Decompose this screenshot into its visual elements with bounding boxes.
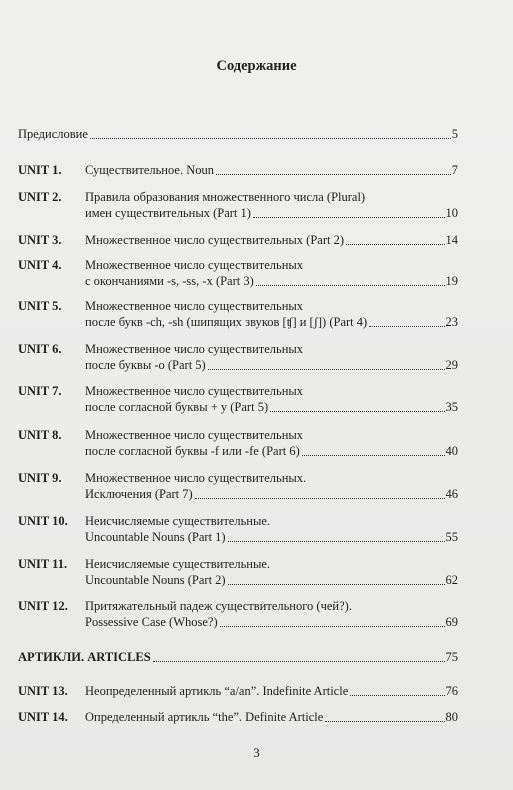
toc-entry-unit-3: [18, 232, 458, 248]
unit-label: UNIT 2.: [18, 190, 62, 204]
toc-entry-unit-12: [18, 598, 458, 630]
unit-title-line: после согласной буквы + y (Part 5): [85, 400, 269, 414]
unit-label: UNIT 10.: [18, 514, 68, 528]
dot-leader: [208, 369, 445, 370]
toc-entry-unit-2: [18, 189, 458, 221]
toc-page-number: 62: [445, 573, 458, 587]
toc-entry-unit-1: [18, 162, 458, 178]
unit-label: UNIT 12.: [18, 599, 68, 613]
dot-leader: [270, 411, 444, 412]
toc-page-number: 10: [445, 206, 458, 220]
unit-title-line: после букв -ch, -sh (шипящих звуков [ʧ] и [ʃ]) (Part 4): [85, 315, 368, 329]
unit-title-line: Исключения (Part 7): [85, 487, 193, 501]
unit-title-line: Множественное число существительных: [85, 384, 304, 398]
toc-line: [18, 126, 458, 142]
unit-title-line: Притяжательный падеж существительного (чей?).: [85, 599, 352, 613]
unit-title-line: Множественное число существительных: [85, 428, 304, 442]
unit-label: UNIT 4.: [18, 258, 62, 272]
unit-title-line: Множественное число существительных: [85, 342, 304, 356]
unit-title-line: Существительное. Noun: [85, 163, 214, 177]
toc-entry-unit-13: [18, 683, 458, 699]
dot-leader: [302, 455, 445, 456]
toc-page-number: 7: [451, 163, 458, 177]
unit-title-line: Неисчисляемые существительные.: [85, 557, 271, 571]
unit-title-line: с окончаниями -s, -ss, -x (Part 3): [85, 274, 254, 288]
unit-label: UNIT 11.: [18, 557, 68, 571]
unit-title-line: после согласной буквы -f или -fe (Part 6): [85, 444, 300, 458]
toc-page-number: 40: [445, 444, 458, 458]
unit-title-line: Uncountable Nouns (Part 1): [85, 530, 226, 544]
unit-label: UNIT 1.: [18, 163, 62, 177]
toc-entry-preface: [18, 126, 458, 142]
unit-title-line: Множественное число существительных.: [85, 471, 307, 485]
unit-title-line: имен существительных (Part 1): [85, 206, 251, 220]
toc-entry-articles: [18, 649, 458, 665]
unit-label: UNIT 13.: [18, 684, 68, 698]
dot-leader: [228, 541, 445, 542]
page-number: 3: [253, 745, 260, 760]
toc-entry-unit-8: [18, 427, 458, 459]
toc-page-number: 29: [445, 358, 458, 372]
unit-title-line: Uncountable Nouns (Part 2): [85, 573, 226, 587]
dot-leader: [195, 498, 445, 499]
toc-page-number: 5: [451, 127, 458, 141]
dot-leader: [90, 138, 451, 139]
toc-entry-unit-7: [18, 383, 458, 415]
section-heading: АРТИКЛИ. ARTICLES: [18, 650, 151, 664]
toc-page-number: 80: [445, 710, 458, 724]
toc-entry-unit-6: [18, 341, 458, 373]
toc-entry-unit-10: [18, 513, 458, 545]
unit-label: UNIT 9.: [18, 471, 62, 485]
dot-leader: [228, 584, 445, 585]
dot-leader: [256, 285, 445, 286]
dot-leader: [253, 217, 445, 218]
unit-title-line: Неисчисляемые существительные.: [85, 514, 271, 528]
toc-entry-unit-4: [18, 257, 458, 289]
toc-entry-unit-11: [18, 556, 458, 588]
toc-entry-unit-14: [18, 709, 458, 725]
dot-leader: [325, 721, 444, 722]
toc-page-number: 23: [445, 315, 458, 329]
dot-leader: [350, 695, 444, 696]
toc-page-number: 19: [445, 274, 458, 288]
unit-title-line: Множественное число существительных: [85, 258, 304, 272]
unit-title-line: Определенный артикль “the”. Definite Article: [85, 710, 324, 724]
unit-title-line: Possessive Case (Whose?): [85, 615, 218, 629]
dot-leader: [346, 244, 444, 245]
unit-label: UNIT 8.: [18, 428, 62, 442]
dot-leader: [216, 174, 451, 175]
unit-title-line: Правила образования множественного числа (Plural): [85, 190, 366, 204]
toc-page-number: 76: [445, 684, 458, 698]
unit-title-line: после буквы -o (Part 5): [85, 358, 206, 372]
unit-label: UNIT 5.: [18, 299, 62, 313]
toc-page-number: 55: [445, 530, 458, 544]
page-title: Содержание: [216, 58, 297, 74]
dot-leader: [153, 661, 445, 662]
unit-label: UNIT 7.: [18, 384, 62, 398]
unit-title-line: Множественное число существительных: [85, 299, 304, 313]
toc-page-number: 75: [445, 650, 458, 664]
unit-title-line: Неопределенный артикль “a/an”. Indefinite Article: [85, 684, 349, 698]
dot-leader: [369, 326, 444, 327]
toc-entry-unit-5: [18, 298, 458, 330]
unit-label: UNIT 3.: [18, 233, 62, 247]
toc-page-number: 69: [445, 615, 458, 629]
unit-label: UNIT 6.: [18, 342, 62, 356]
toc-page-number: 35: [445, 400, 458, 414]
toc-entry-unit-9: [18, 470, 458, 502]
dot-leader: [220, 626, 445, 627]
toc-page-number: 14: [445, 233, 458, 247]
unit-title-line: Множественное число существительных (Part 2): [85, 233, 345, 247]
unit-label: UNIT 14.: [18, 710, 68, 724]
toc-page-number: 46: [445, 487, 458, 501]
toc-entry-text: Предисловие: [18, 127, 88, 141]
